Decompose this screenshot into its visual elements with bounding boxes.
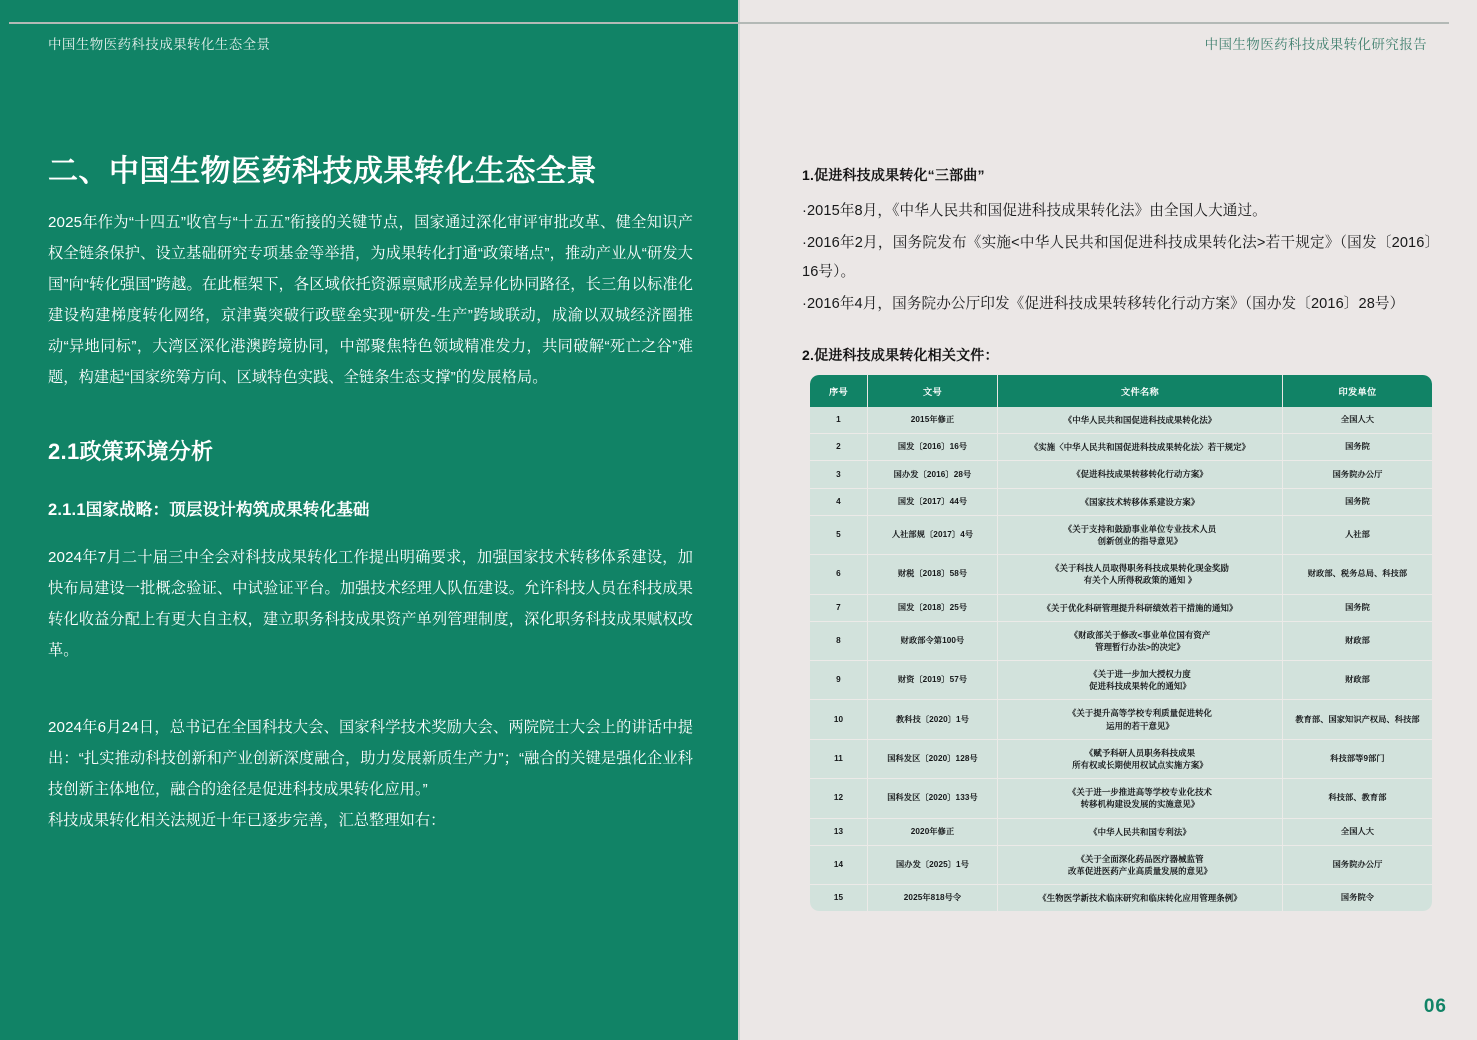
table-cell-code: 国办发〔2025〕1号 — [868, 846, 998, 885]
column-header-code: 文号 — [868, 375, 998, 407]
table-cell-no: 3 — [810, 461, 868, 488]
column-header-no: 序号 — [810, 375, 868, 407]
body-paragraph-3: 科技成果转化相关法规近十年已逐步完善，汇总整理如右： — [48, 812, 446, 829]
table-cell-name: 《关于进一步推进高等学校专业化技术 转移机构建设发展的实施意见》 — [998, 779, 1283, 818]
table-cell-unit: 教育部、国家知识产权局、科技部 — [1283, 700, 1432, 739]
table-cell-code: 国科发区〔2020〕133号 — [868, 779, 998, 818]
table-cell-unit: 财政部 — [1283, 661, 1432, 700]
list-item: ·2015年8月，《中华人民共和国促进科技成果转化法》由全国人大通过。 — [802, 203, 1267, 219]
table-cell-name: 《关于提升高等学校专利质量促进转化 运用的若干意见》 — [998, 700, 1283, 739]
table-cell-name: 《实施〈中华人民共和国促进科技成果转化法〉若干规定》 — [998, 434, 1283, 461]
policy-documents-table — [810, 375, 1432, 911]
body-paragraph-2: 2024年6月24日，总书记在全国科技大会、国家科学技术奖励大会、两院院士大会上的讲话中提出：“扎实推动科技创新和产业创新深度融合，助力发展新质生产力”；“融合的关键是强化企业科技创新主体地位，融合的途径是促进科技成果转化应用。” — [48, 719, 693, 798]
table-cell-no: 14 — [810, 846, 868, 885]
table-cell-unit: 全国人大 — [1283, 407, 1432, 434]
table-cell-code: 国办发〔2016〕28号 — [868, 461, 998, 488]
table-cell-name: 《中华人民共和国专利法》 — [998, 819, 1283, 846]
table-row — [810, 516, 1432, 555]
table-row — [810, 700, 1432, 739]
table-cell-no: 8 — [810, 622, 868, 661]
table-header-row — [810, 375, 1432, 407]
page-number: 06 — [1423, 996, 1447, 1017]
table-row — [810, 779, 1432, 818]
table-cell-no: 11 — [810, 740, 868, 779]
table-cell-unit: 科技部等9部门 — [1283, 740, 1432, 779]
table-row — [810, 846, 1432, 885]
table-cell-name: 《生物医学新技术临床研究和临床转化应用管理条例》 — [998, 885, 1283, 911]
table-cell-no: 6 — [810, 555, 868, 594]
table-cell-name: 《促进科技成果转移转化行动方案》 — [998, 461, 1283, 488]
table-cell-no: 1 — [810, 407, 868, 434]
left-page — [0, 0, 738, 1040]
table-cell-code: 财税〔2018〕58号 — [868, 555, 998, 594]
column-header-unit: 印发单位 — [1283, 375, 1432, 407]
table-cell-no: 12 — [810, 779, 868, 818]
right-page-header: 中国生物医药科技成果转化研究报告 — [1204, 37, 1427, 52]
table-cell-code: 2015年修正 — [868, 407, 998, 434]
table-cell-unit: 国务院 — [1283, 489, 1432, 516]
table-cell-unit: 财政部 — [1283, 622, 1432, 661]
table-cell-unit: 财政部、税务总局、科技部 — [1283, 555, 1432, 594]
list-title-documents: 2.促进科技成果转化相关文件： — [802, 346, 999, 363]
table-row — [810, 461, 1432, 488]
table-row — [810, 740, 1432, 779]
table-cell-name: 《关于进一步加大授权力度 促进科技成果转化的通知》 — [998, 661, 1283, 700]
table-cell-name: 《国家技术转移体系建设方案》 — [998, 489, 1283, 516]
table-cell-code: 2025年818号令 — [868, 885, 998, 911]
table-cell-code: 国发〔2017〕44号 — [868, 489, 998, 516]
column-header-name: 文件名称 — [998, 375, 1283, 407]
table-cell-unit: 人社部 — [1283, 516, 1432, 555]
table-cell-no: 9 — [810, 661, 868, 700]
table-cell-unit: 国务院令 — [1283, 885, 1432, 911]
table-cell-unit: 国务院办公厅 — [1283, 846, 1432, 885]
page-title: 二、中国生物医药科技成果转化生态全景 — [48, 155, 597, 188]
section-heading-2-1: 2.1政策环境分析 — [48, 439, 214, 464]
table-cell-unit: 全国人大 — [1283, 819, 1432, 846]
table-row — [810, 407, 1432, 434]
table-row — [810, 819, 1432, 846]
list-item: ·2016年2月，国务院发布《实施<中华人民共和国促进科技成果转化法>若干规定》（国发〔2016〕16号）。 — [802, 235, 1432, 280]
table-cell-name: 《财政部关于修改<事业单位国有资产 管理暂行办法>的决定》 — [998, 622, 1283, 661]
left-page-header: 中国生物医药科技成果转化生态全景 — [48, 37, 271, 52]
table-cell-code: 2020年修正 — [868, 819, 998, 846]
body-paragraph-1: 2024年7月二十届三中全会对科技成果转化工作提出明确要求，加强国家技术转移体系建设，加快布局建设一批概念验证、中试验证平台。加强技术经理人队伍建设。允许科技人员在科技成果转化收益分配上有更大自主权，建立职务科技成果资产单列管理制度，深化职务科技成果赋权改革。 — [48, 549, 693, 659]
right-page — [740, 0, 1477, 1040]
intro-paragraph: 2025年作为“十四五”收官与“十五五”衔接的关键节点，国家通过深化审评审批改革、健全知识产权全链条保护、设立基础研究专项基金等举措，为成果转化打通“政策堵点”，推动产业从“研发大国”向“转化强国”跨越。在此框架下，各区域依托资源禀赋形成差异化协同路径，长三角以标准化建设构建梯度转化网络，京津冀突破行政壁垒实现“研发-生产”跨域联动，成渝以双城经济圈推动“异地同标”，大湾区深化港澳跨境协同，中部聚焦特色领域精准发力，共同破解“死亡之谷”难题，构建起“国家统筹方向、区域特色实践、全链条生态支撑”的发展格局。 — [48, 214, 693, 386]
table-cell-unit: 国务院 — [1283, 595, 1432, 622]
table-cell-name: 《关于优化科研管理提升科研绩效若干措施的通知》 — [998, 595, 1283, 622]
paragraph-spacer — [48, 678, 693, 712]
table-cell-no: 7 — [810, 595, 868, 622]
table-cell-code: 国发〔2016〕16号 — [868, 434, 998, 461]
table-cell-code: 国科发区〔2020〕128号 — [868, 740, 998, 779]
table-row — [810, 434, 1432, 461]
table-cell-code: 国发〔2018〕25号 — [868, 595, 998, 622]
table-row — [810, 595, 1432, 622]
table-cell-name: 《中华人民共和国促进科技成果转化法》 — [998, 407, 1283, 434]
table-body — [810, 407, 1432, 911]
table-cell-name: 《赋予科研人员职务科技成果 所有权或长期使用权试点实施方案》 — [998, 740, 1283, 779]
table-cell-code: 财政部令第100号 — [868, 622, 998, 661]
table-cell-no: 13 — [810, 819, 868, 846]
table-cell-no: 4 — [810, 489, 868, 516]
table-cell-code: 人社部规〔2017〕4号 — [868, 516, 998, 555]
table-cell-code: 教科技〔2020〕1号 — [868, 700, 998, 739]
table-row — [810, 885, 1432, 911]
table-cell-no: 10 — [810, 700, 868, 739]
table-row — [810, 661, 1432, 700]
table-cell-unit: 国务院办公厅 — [1283, 461, 1432, 488]
table-cell-unit: 科技部、教育部 — [1283, 779, 1432, 818]
table-cell-no: 2 — [810, 434, 868, 461]
right-page-content — [802, 165, 1432, 379]
table-cell-code: 财资〔2019〕57号 — [868, 661, 998, 700]
table-row — [810, 555, 1432, 594]
subsection-heading-2-1-1: 2.1.1国家战略：顶层设计构筑成果转化基础 — [48, 501, 370, 519]
table-row — [810, 622, 1432, 661]
table-cell-name: 《关于支持和鼓励事业单位专业技术人员 创新创业的指导意见》 — [998, 516, 1283, 555]
table-cell-no: 15 — [810, 885, 868, 911]
table-cell-no: 5 — [810, 516, 868, 555]
table-row — [810, 489, 1432, 516]
list-item: ·2016年4月，国务院办公厅印发《促进科技成果转移转化行动方案》（国办发〔2016〕28号） — [802, 296, 1405, 313]
list-title-trilogy: 1.促进科技成果转化“三部曲” — [802, 167, 985, 183]
table-cell-name: 《关于全面深化药品医疗器械监管 改革促进医药产业高质量发展的意见》 — [998, 846, 1283, 885]
left-page-content — [48, 152, 693, 848]
table-cell-unit: 国务院 — [1283, 434, 1432, 461]
table-cell-name: 《关于科技人员取得职务科技成果转化现金奖励 有关个人所得税政策的通知 》 — [998, 555, 1283, 594]
header-rule-right — [9, 22, 1449, 24]
